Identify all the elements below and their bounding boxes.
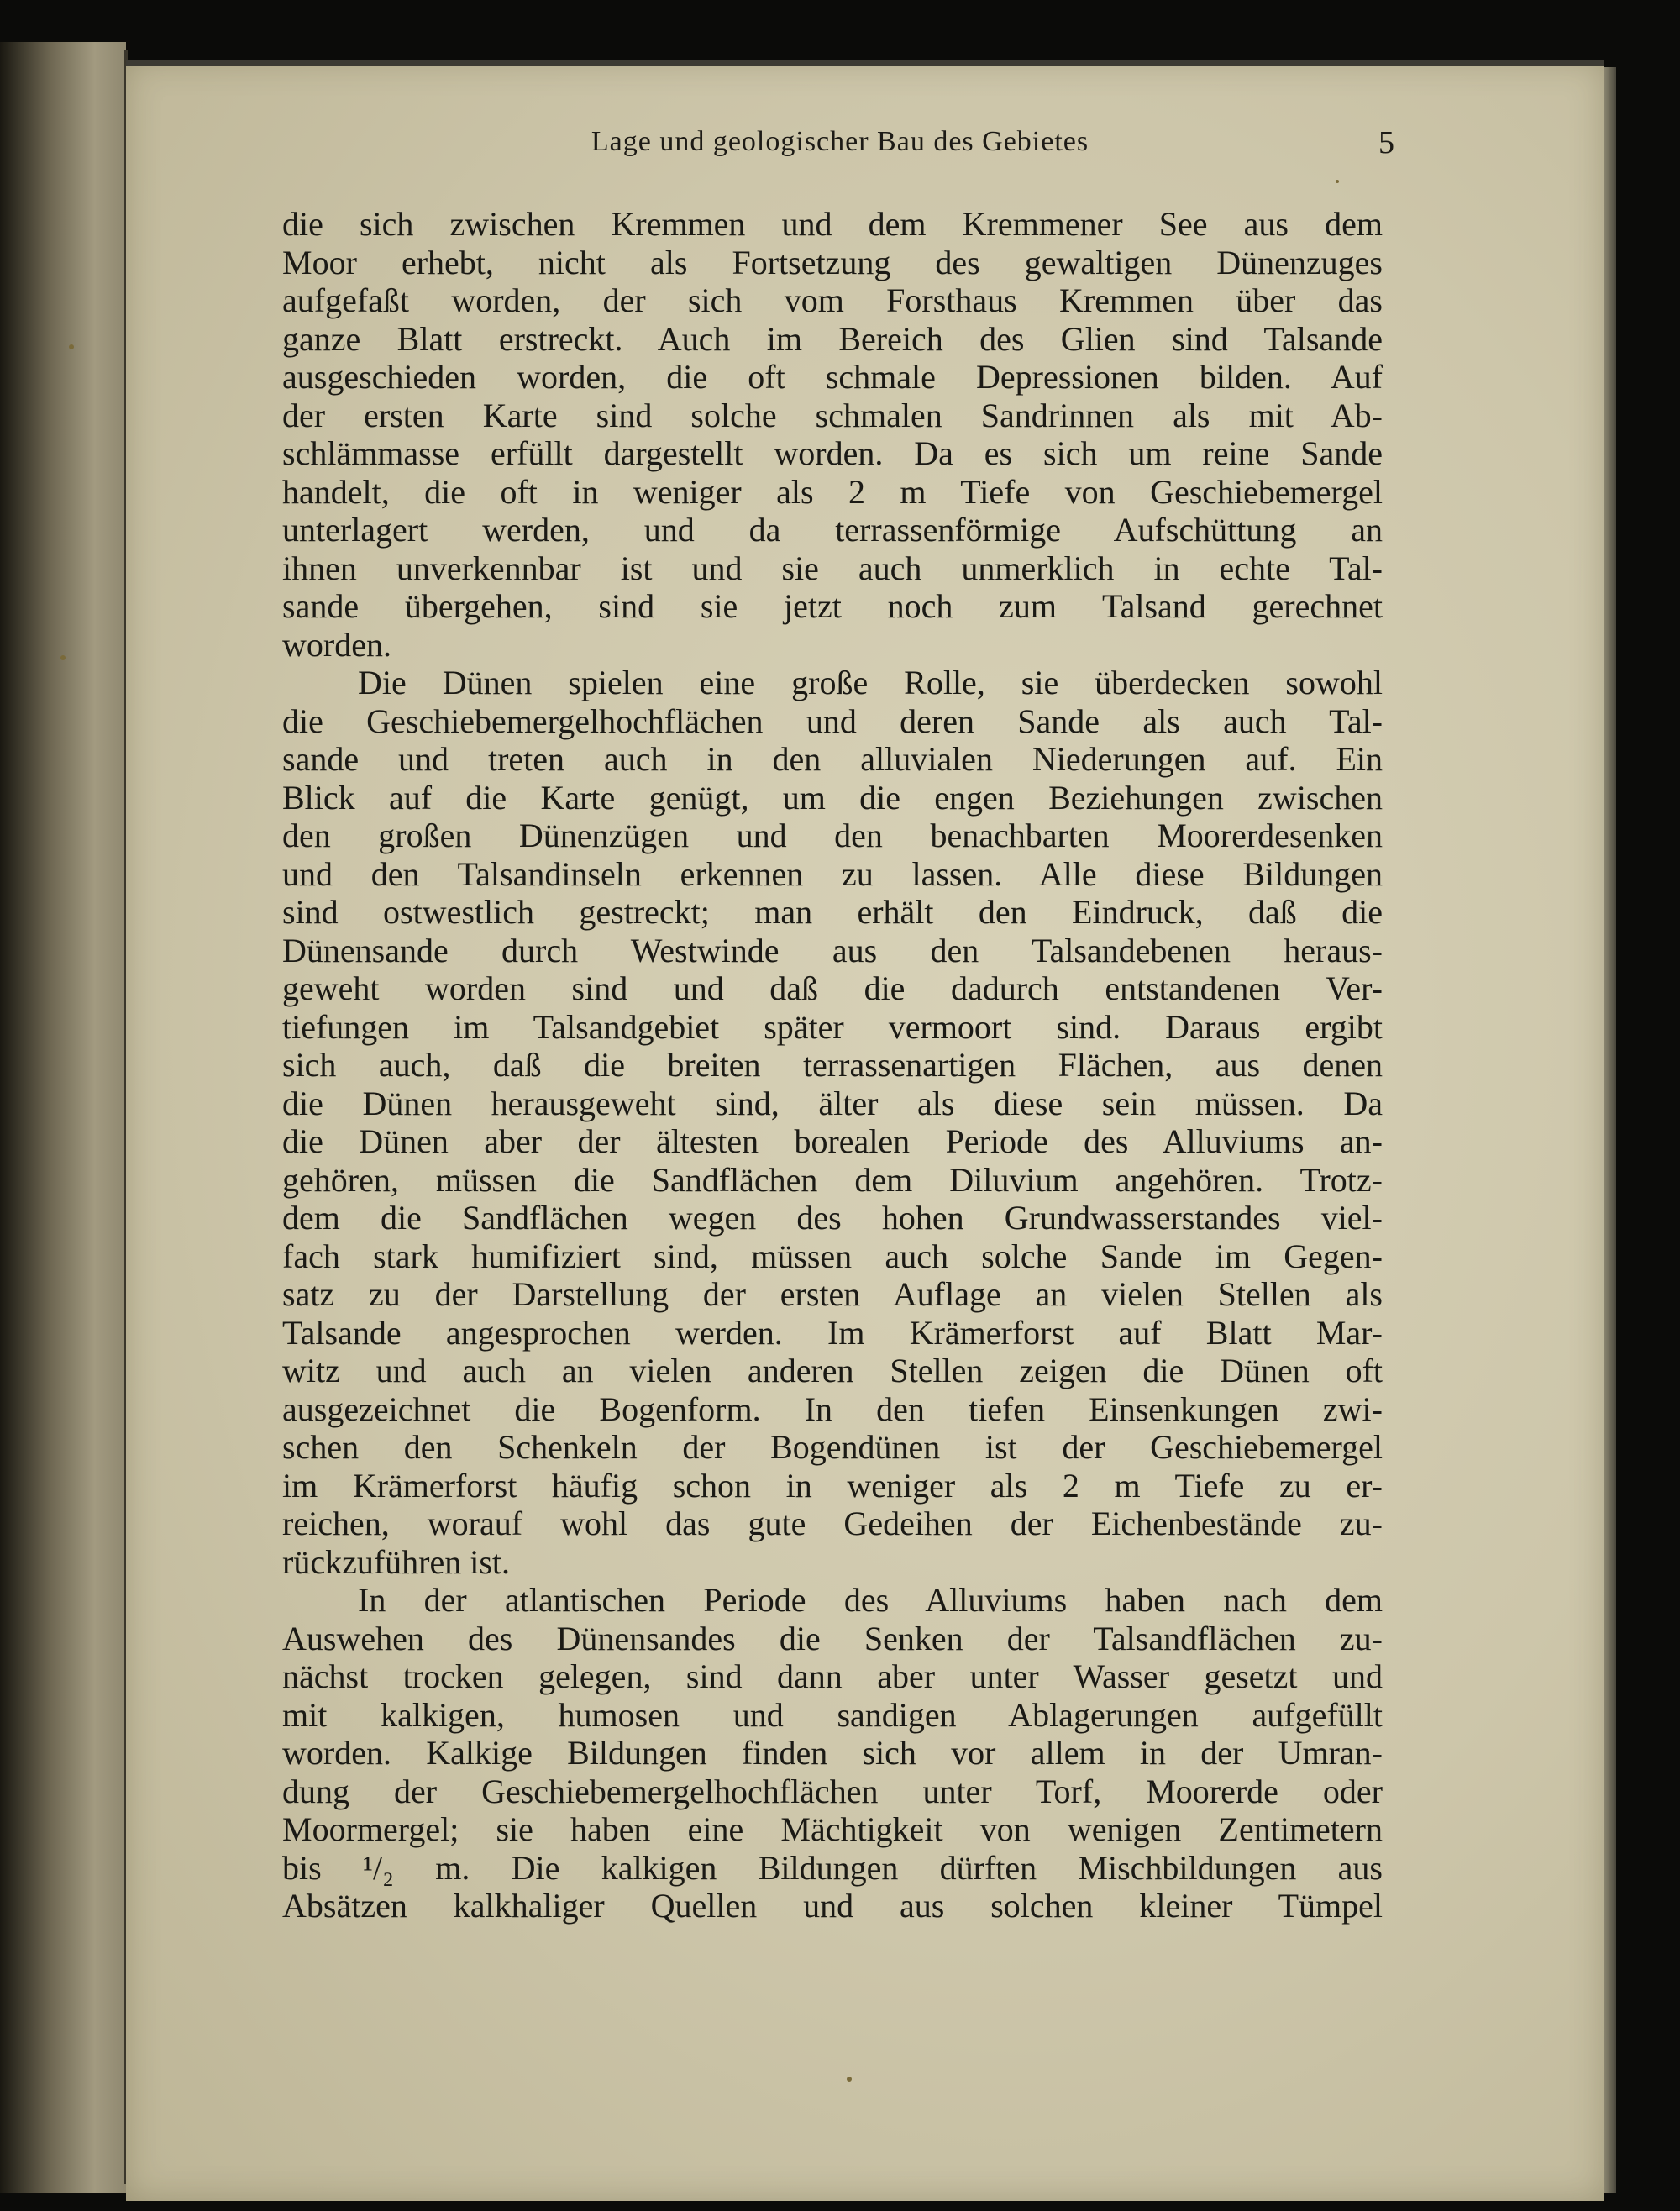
text-line: worden. Kalkige Bildungen finden sich vor allem in der Umran- xyxy=(282,1734,1383,1772)
text-line: Blick auf die Karte genügt, um die engen Beziehungen zwischen xyxy=(282,778,1383,817)
text-line: worden. xyxy=(282,625,391,664)
text-line: ihnen unverkennbar ist und sie auch unmerklich in echte Tal- xyxy=(282,549,1383,587)
text-line: mit kalkigen, humosen und sandigen Ablagerungen aufgefüllt xyxy=(282,1695,1383,1734)
text-line: die sich zwischen Kremmen und dem Kremmener See aus dem xyxy=(282,205,1383,243)
text-line: die Dünen aber der ältesten borealen Periode des Alluviums an- xyxy=(282,1122,1383,1160)
text-line: die Geschiebemergelhochflächen und deren Sande als auch Tal- xyxy=(282,701,1383,740)
text-line: satz zu der Darstellung der ersten Auflage an vielen Stellen als xyxy=(282,1275,1383,1313)
text-line: rückzuführen ist. xyxy=(282,1542,511,1581)
text-line: Moor erhebt, nicht als Fortsetzung des gewaltigen Dünenzuges xyxy=(282,243,1383,281)
text-line: Auswehen des Dünensandes die Senken der Talsandflächen zu- xyxy=(282,1619,1383,1657)
text-line: handelt, die oft in weniger als 2 m Tiefe von Geschiebemergel xyxy=(282,472,1383,511)
paper-speck xyxy=(69,344,74,349)
text-line: ausgeschieden worden, die oft schmale Depressionen bilden. Auf xyxy=(282,358,1383,396)
paper-speck xyxy=(847,2077,852,2082)
text-line: reichen, worauf wohl das gute Gedeihen der Eichenbestände zu- xyxy=(282,1505,1383,1542)
text-line: die Dünen herausgeweht sind, älter als diese sein müssen. Da xyxy=(282,1084,1383,1122)
text-line: dung der Geschiebemergelhochflächen unter Torf, Moorerde oder xyxy=(282,1772,1383,1810)
text-line: witz und auch an vielen anderen Stellen zeigen die Dünen oft xyxy=(282,1352,1383,1389)
body-text xyxy=(282,205,1383,1925)
text-line: aufgefaßt worden, der sich vom Forsthaus Kremmen über das xyxy=(282,281,1383,319)
page-right-edge xyxy=(1604,67,1616,2193)
text-line: schen den Schenkeln der Bogendünen ist der Geschiebemergel xyxy=(282,1428,1383,1466)
text-line: nächst trocken gelegen, sind dann aber unter Wasser gesetzt und xyxy=(282,1657,1383,1695)
text-line: gehören, müssen die Sandflächen dem Diluvium angehören. Trotz- xyxy=(282,1160,1383,1199)
text-line: Moormergel; sie haben eine Mächtigkeit von wenigen Zentimetern xyxy=(282,1810,1383,1848)
text-line: tiefungen im Talsandgebiet später vermoort sind. Daraus ergibt xyxy=(282,1007,1383,1046)
page-number: 5 xyxy=(1378,125,1394,160)
text-line: der ersten Karte sind solche schmalen Sandrinnen als mit Ab- xyxy=(282,396,1383,434)
text-line: sande und treten auch in den alluvialen Niederungen auf. Ein xyxy=(282,740,1383,778)
text-line: unterlagert werden, und da terrassenförmige Aufschüttung an xyxy=(282,511,1383,549)
text-line: Die Dünen spielen eine große Rolle, sie überdecken sowohl xyxy=(358,664,1383,701)
text-line: geweht worden sind und daß die dadurch entstandenen Ver- xyxy=(282,969,1383,1007)
text-line: ganze Blatt erstreckt. Auch im Bereich des Glien sind Talsande xyxy=(282,319,1383,358)
book-spine xyxy=(0,42,126,2193)
text-line: dem die Sandflächen wegen des hohen Grundwasserstandes viel- xyxy=(282,1199,1383,1237)
text-line: bis ¹/₂ m. Die kalkigen Bildungen dürften Mischbildungen aus xyxy=(282,1848,1383,1887)
text-line: sind ostwestlich gestreckt; man erhält den Eindruck, daß die xyxy=(282,893,1383,931)
paper-speck xyxy=(60,655,66,660)
text-line: Talsande angesprochen werden. Im Krämerforst auf Blatt Mar- xyxy=(282,1313,1383,1352)
text-line: ausgezeichnet die Bogenform. In den tiefen Einsenkungen zwi- xyxy=(282,1389,1383,1428)
text-line: In der atlantischen Periode des Alluviums haben nach dem xyxy=(358,1581,1383,1619)
text-line: sande übergehen, sind sie jetzt noch zum Talsand gerechnet xyxy=(282,587,1383,625)
text-line: den großen Dünenzügen und den benachbarten Moorerdesenken xyxy=(282,817,1383,854)
paper-speck xyxy=(1336,180,1339,183)
text-line: sich auch, daß die breiten terrassenartigen Flächen, aus denen xyxy=(282,1046,1383,1084)
page-header xyxy=(286,126,1394,176)
text-line: Dünensande durch Westwinde aus den Talsandebenen heraus- xyxy=(282,931,1383,969)
text-line: fach stark humifiziert sind, müssen auch solche Sande im Gegen- xyxy=(282,1237,1383,1275)
text-line: im Krämerforst häufig schon in weniger als 2 m Tiefe zu er- xyxy=(282,1466,1383,1505)
text-line: und den Talsandinseln erkennen zu lassen. Alle diese Bildungen xyxy=(282,854,1383,893)
running-head: Lage und geologischer Bau des Gebietes xyxy=(591,126,1089,157)
page-top-edge xyxy=(126,60,1604,66)
text-line: schlämmasse erfüllt dargestellt worden. Da es sich um reine Sande xyxy=(282,434,1383,472)
text-line: Absätzen kalkhaliger Quellen und aus solchen kleiner Tümpel xyxy=(282,1887,1383,1925)
